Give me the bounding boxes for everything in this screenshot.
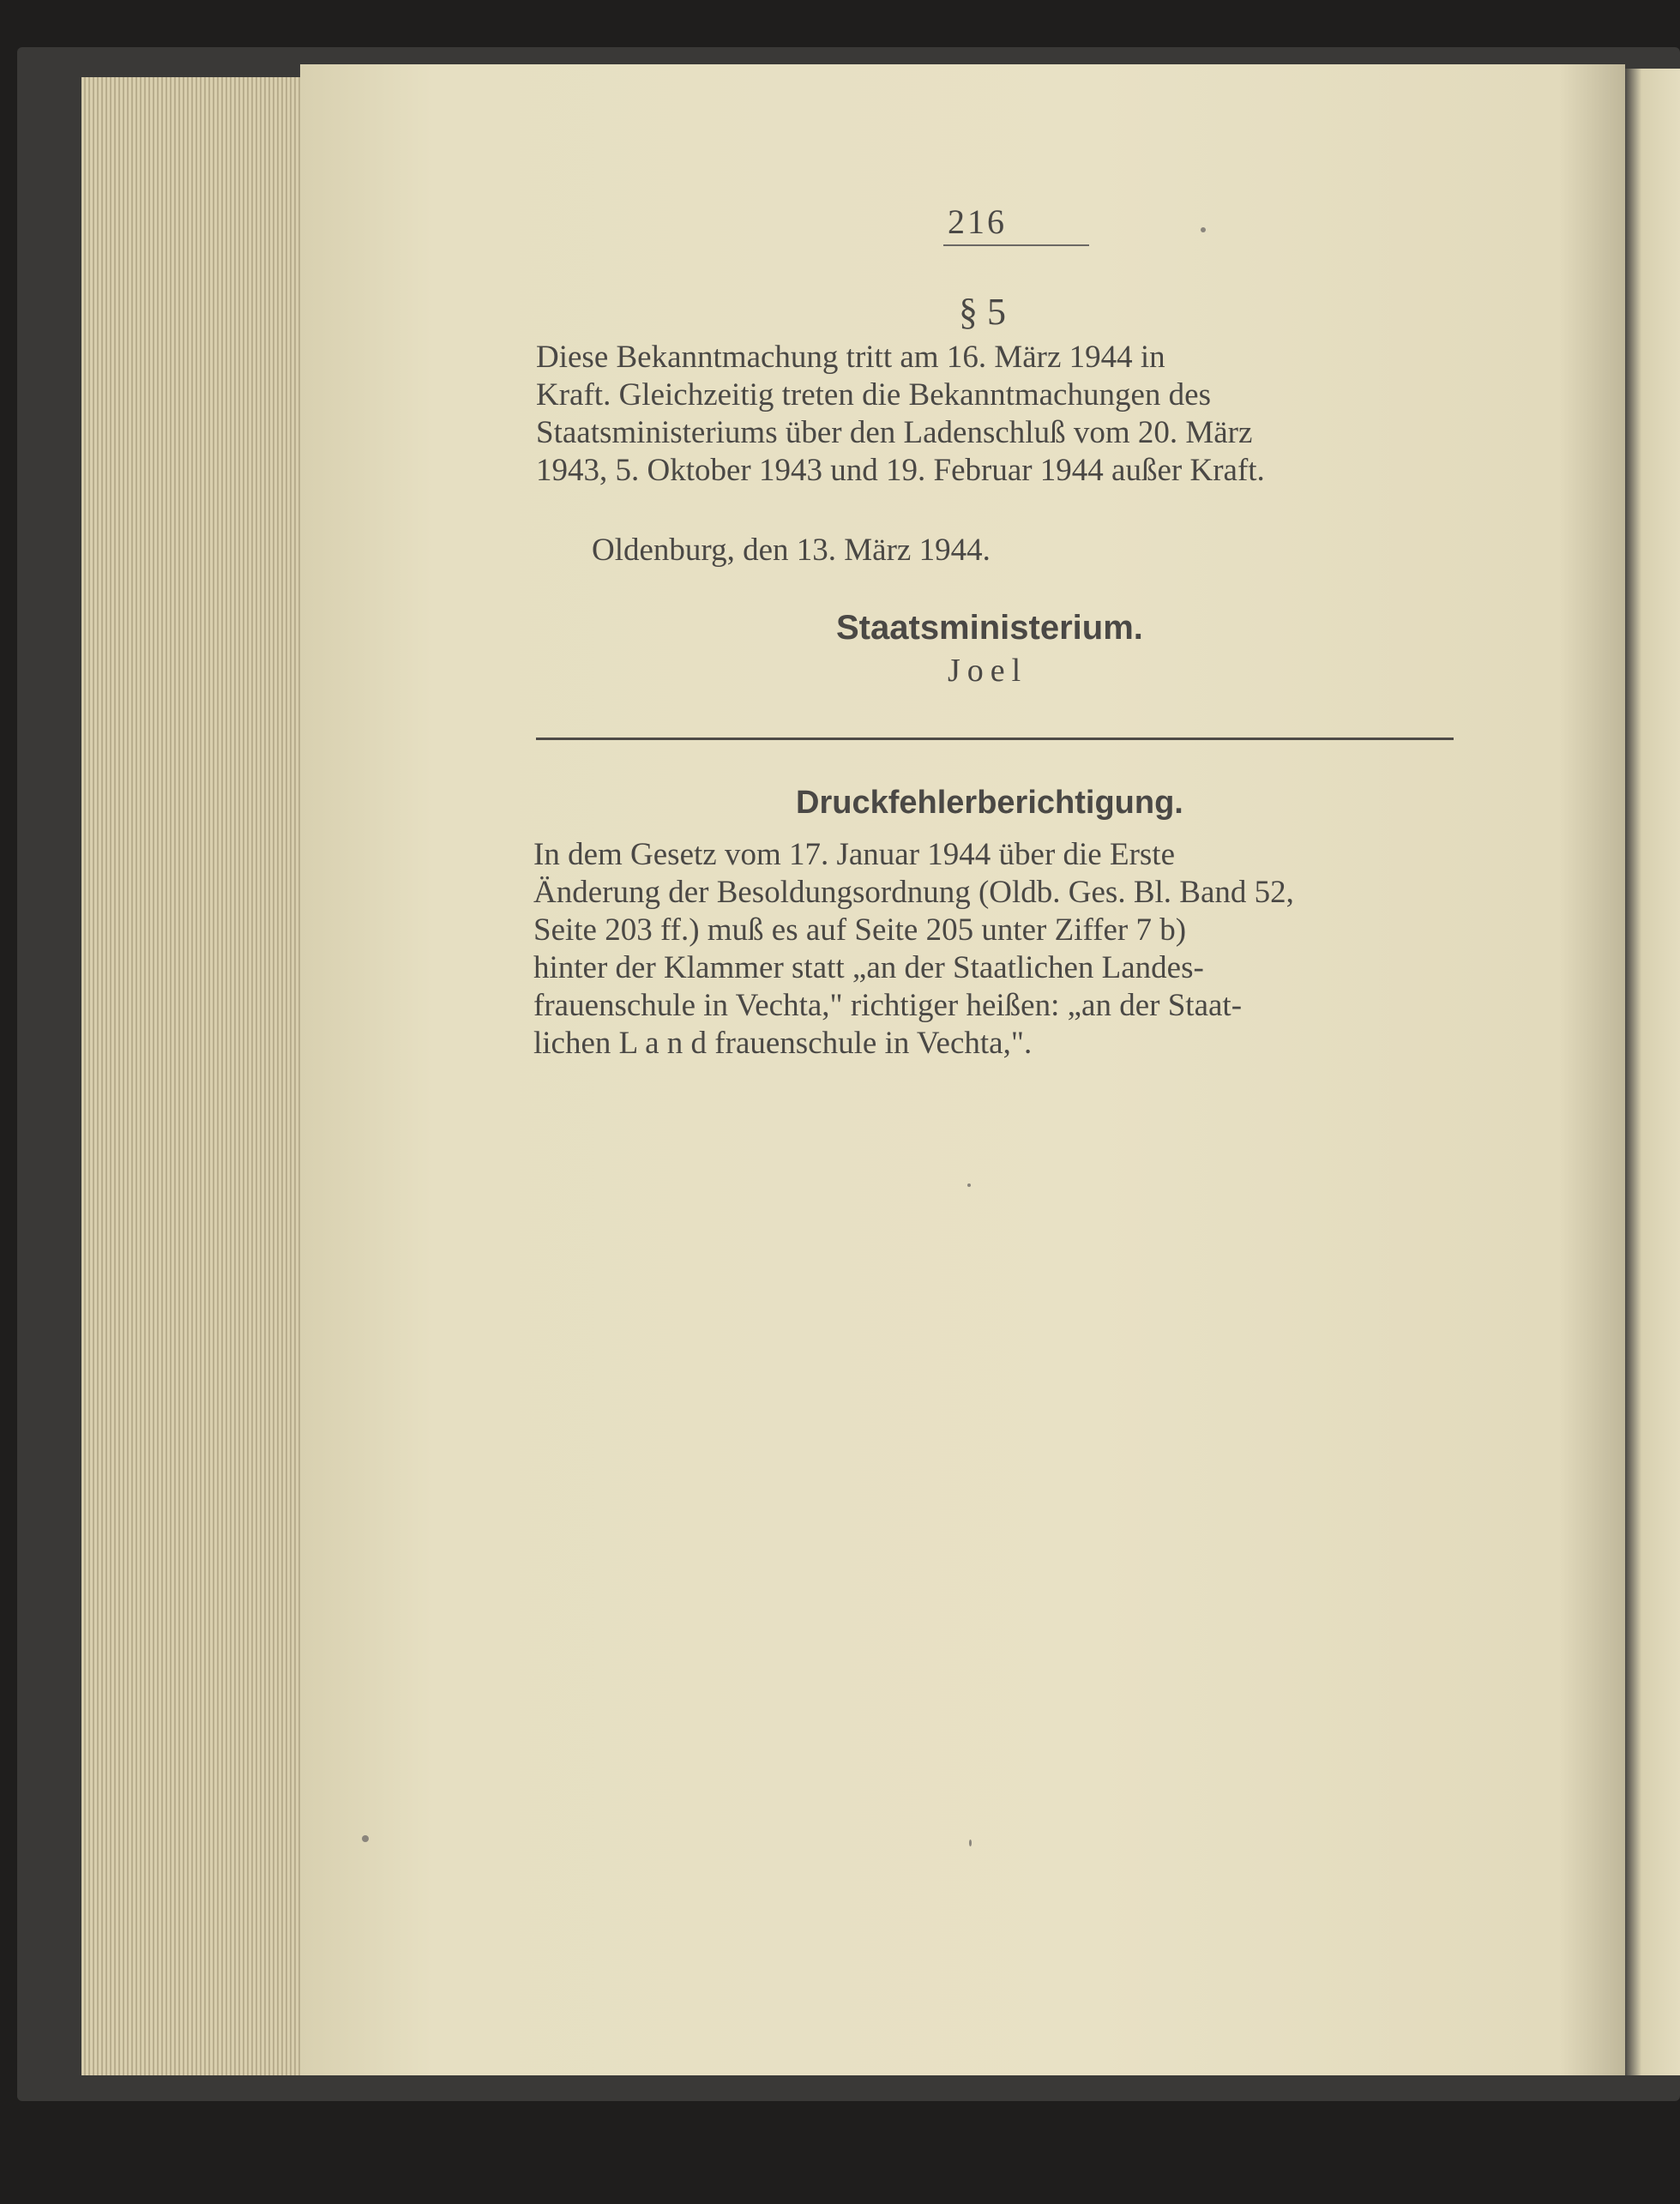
issuing-authority: Staatsministerium. [836,609,1143,647]
correction-heading: Druckfehlerberichtigung. [796,785,1183,821]
paragraph-correction [533,836,1455,1063]
paragraph-line: Diese Bekanntmachung tritt am 16. März 1944 in [536,340,1165,375]
paper-speck [967,1183,971,1187]
paragraph-line: hinter der Klammer statt „an der Staatlichen Landes- [533,950,1204,985]
paragraph-line: lichen L a n d frauenschule in Vechta,". [533,1026,1033,1061]
paragraph-line: Kraft. Gleichzeitig treten die Bekanntmachungen des [536,377,1211,412]
paper-speck [969,1840,972,1846]
paper-speck [1201,227,1206,232]
place-and-date: Oldenburg, den 13. März 1944. [592,533,991,568]
section-heading: § 5 [959,291,1006,333]
paragraph-line: Staatsministeriums über den Ladenschluß vom 20. März [536,415,1253,450]
paragraph-line: frauenschule in Vechta," richtiger heißen: „an der Staat- [533,988,1243,1023]
page-number: 216 [948,202,1007,241]
paragraph-line: Änderung der Besoldungsordnung (Oldb. Ges. Bl. Band 52, [533,875,1294,910]
paragraph-line: Seite 203 ff.) muß es auf Seite 205 unter Ziffer 7 b) [533,912,1187,948]
paragraph-effective-date [536,339,1449,490]
page-number-underline [943,244,1089,246]
paragraph-line: 1943, 5. Oktober 1943 und 19. Februar 1944 außer Kraft. [536,453,1265,488]
signatory: Joel [948,653,1028,689]
paper-speck [362,1835,369,1842]
facing-page-edge [1625,69,1680,2075]
section-divider [536,738,1454,740]
paragraph-line: In dem Gesetz vom 17. Januar 1944 über die Erste [533,837,1176,872]
page-edges [81,77,310,2075]
